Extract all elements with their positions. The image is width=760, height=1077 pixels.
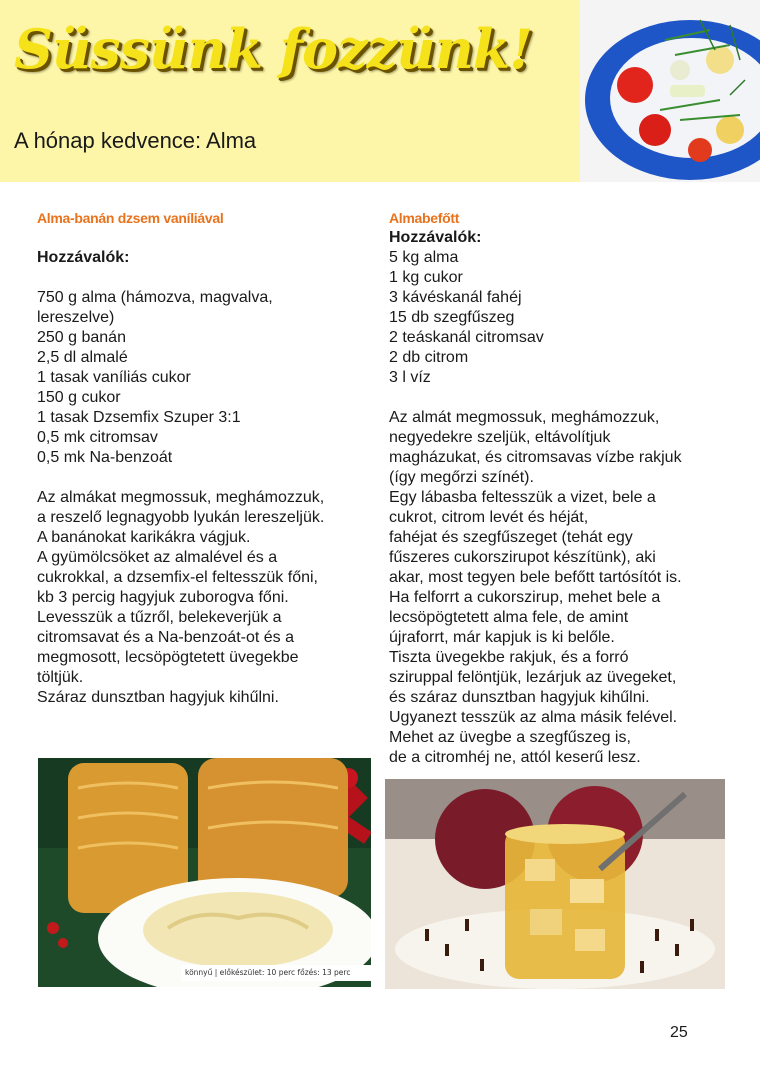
method-line: (így megőrzi színét). (389, 469, 534, 486)
method-line: Ugyanezt tesszük az alma másik felével. (389, 709, 678, 726)
method-line: megmosott, lecsöpögtetett üvegekbe (37, 649, 299, 666)
method-line: Az almát megmossuk, meghámozzuk, (389, 409, 660, 426)
ingredient-line: 0,5 mk citromsav (37, 429, 158, 446)
method-line: A gyümölcsöket az almalével és a (37, 549, 278, 566)
method-line: Száraz dunsztban hagyjuk kihűlni. (37, 689, 279, 706)
ingredient-line: 150 g cukor (37, 389, 121, 406)
jam-jars-photo (38, 758, 371, 987)
method-line: töltjük. (37, 669, 84, 686)
method-line: sziruppal felöntjük, lezárjuk az üvegeket, (389, 669, 677, 686)
method-line: akar, most tegyen bele befőtt tartósítót is. (389, 569, 682, 586)
ingredients-list (389, 248, 734, 388)
method-line: Az almákat megmossuk, meghámozzuk, (37, 489, 325, 506)
ingredient-line: 2 teáskanál citromsav (389, 329, 544, 346)
method-line: cukrokkal, a dzsemfix-el feltesszük főni, (37, 569, 318, 586)
method-line: újraforrt, már kapjuk is ki belőle. (389, 629, 615, 646)
method-line: Ha felforrt a cukorszirup, mehet bele a (389, 589, 661, 606)
prep-time-caption: könnyű | előkészület: 10 perc főzés: 13 perc (181, 965, 371, 981)
method-line: cukrot, citrom levét és héját, (389, 509, 589, 526)
method-line: negyedekre szeljük, eltávolítjuk (389, 429, 611, 446)
method-line: fűszeres cukorszirupot készítünk), aki (389, 549, 656, 566)
method-line: magházukat, és citromsavas vízbe rakjuk (389, 449, 682, 466)
method-line: Egy lábasba feltesszük a vizet, bele a (389, 489, 656, 506)
ingredient-line: 250 g banán (37, 329, 126, 346)
method-line: de a citromhéj ne, attól keserű lesz. (389, 749, 641, 766)
ingredients-label: Hozzávalók: (37, 249, 130, 266)
ingredients-list (37, 288, 367, 468)
method-line: és száraz dunsztban hagyjuk kihűlni. (389, 689, 650, 706)
recipe-title: Almabefőtt (389, 210, 460, 226)
recipe-title: Alma-banán dzsem vaníliával (37, 210, 224, 226)
ingredient-line: 3 kávéskanál fahéj (389, 289, 522, 306)
ingredient-line: 1 kg cukor (389, 269, 463, 286)
method-line: fahéjat és szegfűszeget (tehát egy (389, 529, 633, 546)
ingredient-line: 5 kg alma (389, 249, 459, 266)
method-line: kb 3 percig hagyjuk zuborogva főni. (37, 589, 289, 606)
apple-compote-photo (385, 779, 725, 989)
ingredient-line: 0,5 mk Na-benzoát (37, 449, 173, 466)
recipe-almabefott (389, 208, 734, 768)
ingredient-line: 750 g alma (hámozva, magvalva, (37, 289, 273, 306)
salad-plate-photo (580, 0, 760, 182)
page-subtitle: A hónap kedvence: Alma (14, 128, 257, 153)
recipe-alma-banan (37, 208, 367, 708)
ingredient-line: 15 db szegfűszeg (389, 309, 515, 326)
method-line: A banánokat karikákra vágjuk. (37, 529, 251, 546)
method-line: a reszelő legnagyobb lyukán lereszeljük. (37, 509, 325, 526)
ingredient-line: 1 tasak Dzsemfix Szuper 3:1 (37, 409, 241, 426)
header-band (0, 0, 580, 182)
method-text (389, 408, 734, 768)
method-text (37, 488, 367, 708)
ingredient-line: 2,5 dl almalé (37, 349, 128, 366)
magazine-title: Süssünk fozzünk! (14, 17, 533, 81)
method-line: Mehet az üvegbe a szegfűszeg is, (389, 729, 631, 746)
ingredients-label: Hozzávalók: (389, 229, 482, 246)
ingredient-line: 2 db citrom (389, 349, 469, 366)
method-line: Levesszük a tűzről, belekeverjük a (37, 609, 282, 626)
method-line: Tiszta üvegekbe rakjuk, és a forró (389, 649, 629, 666)
method-line: lecsöpögtetett alma fele, de amint (389, 609, 629, 626)
ingredient-line: lereszelve) (37, 309, 115, 326)
method-line: citromsavat és a Na-benzoát-ot és a (37, 629, 295, 646)
ingredient-line: 3 l víz (389, 369, 431, 386)
page-number: 25 (670, 1024, 688, 1041)
ingredient-line: 1 tasak vaníliás cukor (37, 369, 191, 386)
